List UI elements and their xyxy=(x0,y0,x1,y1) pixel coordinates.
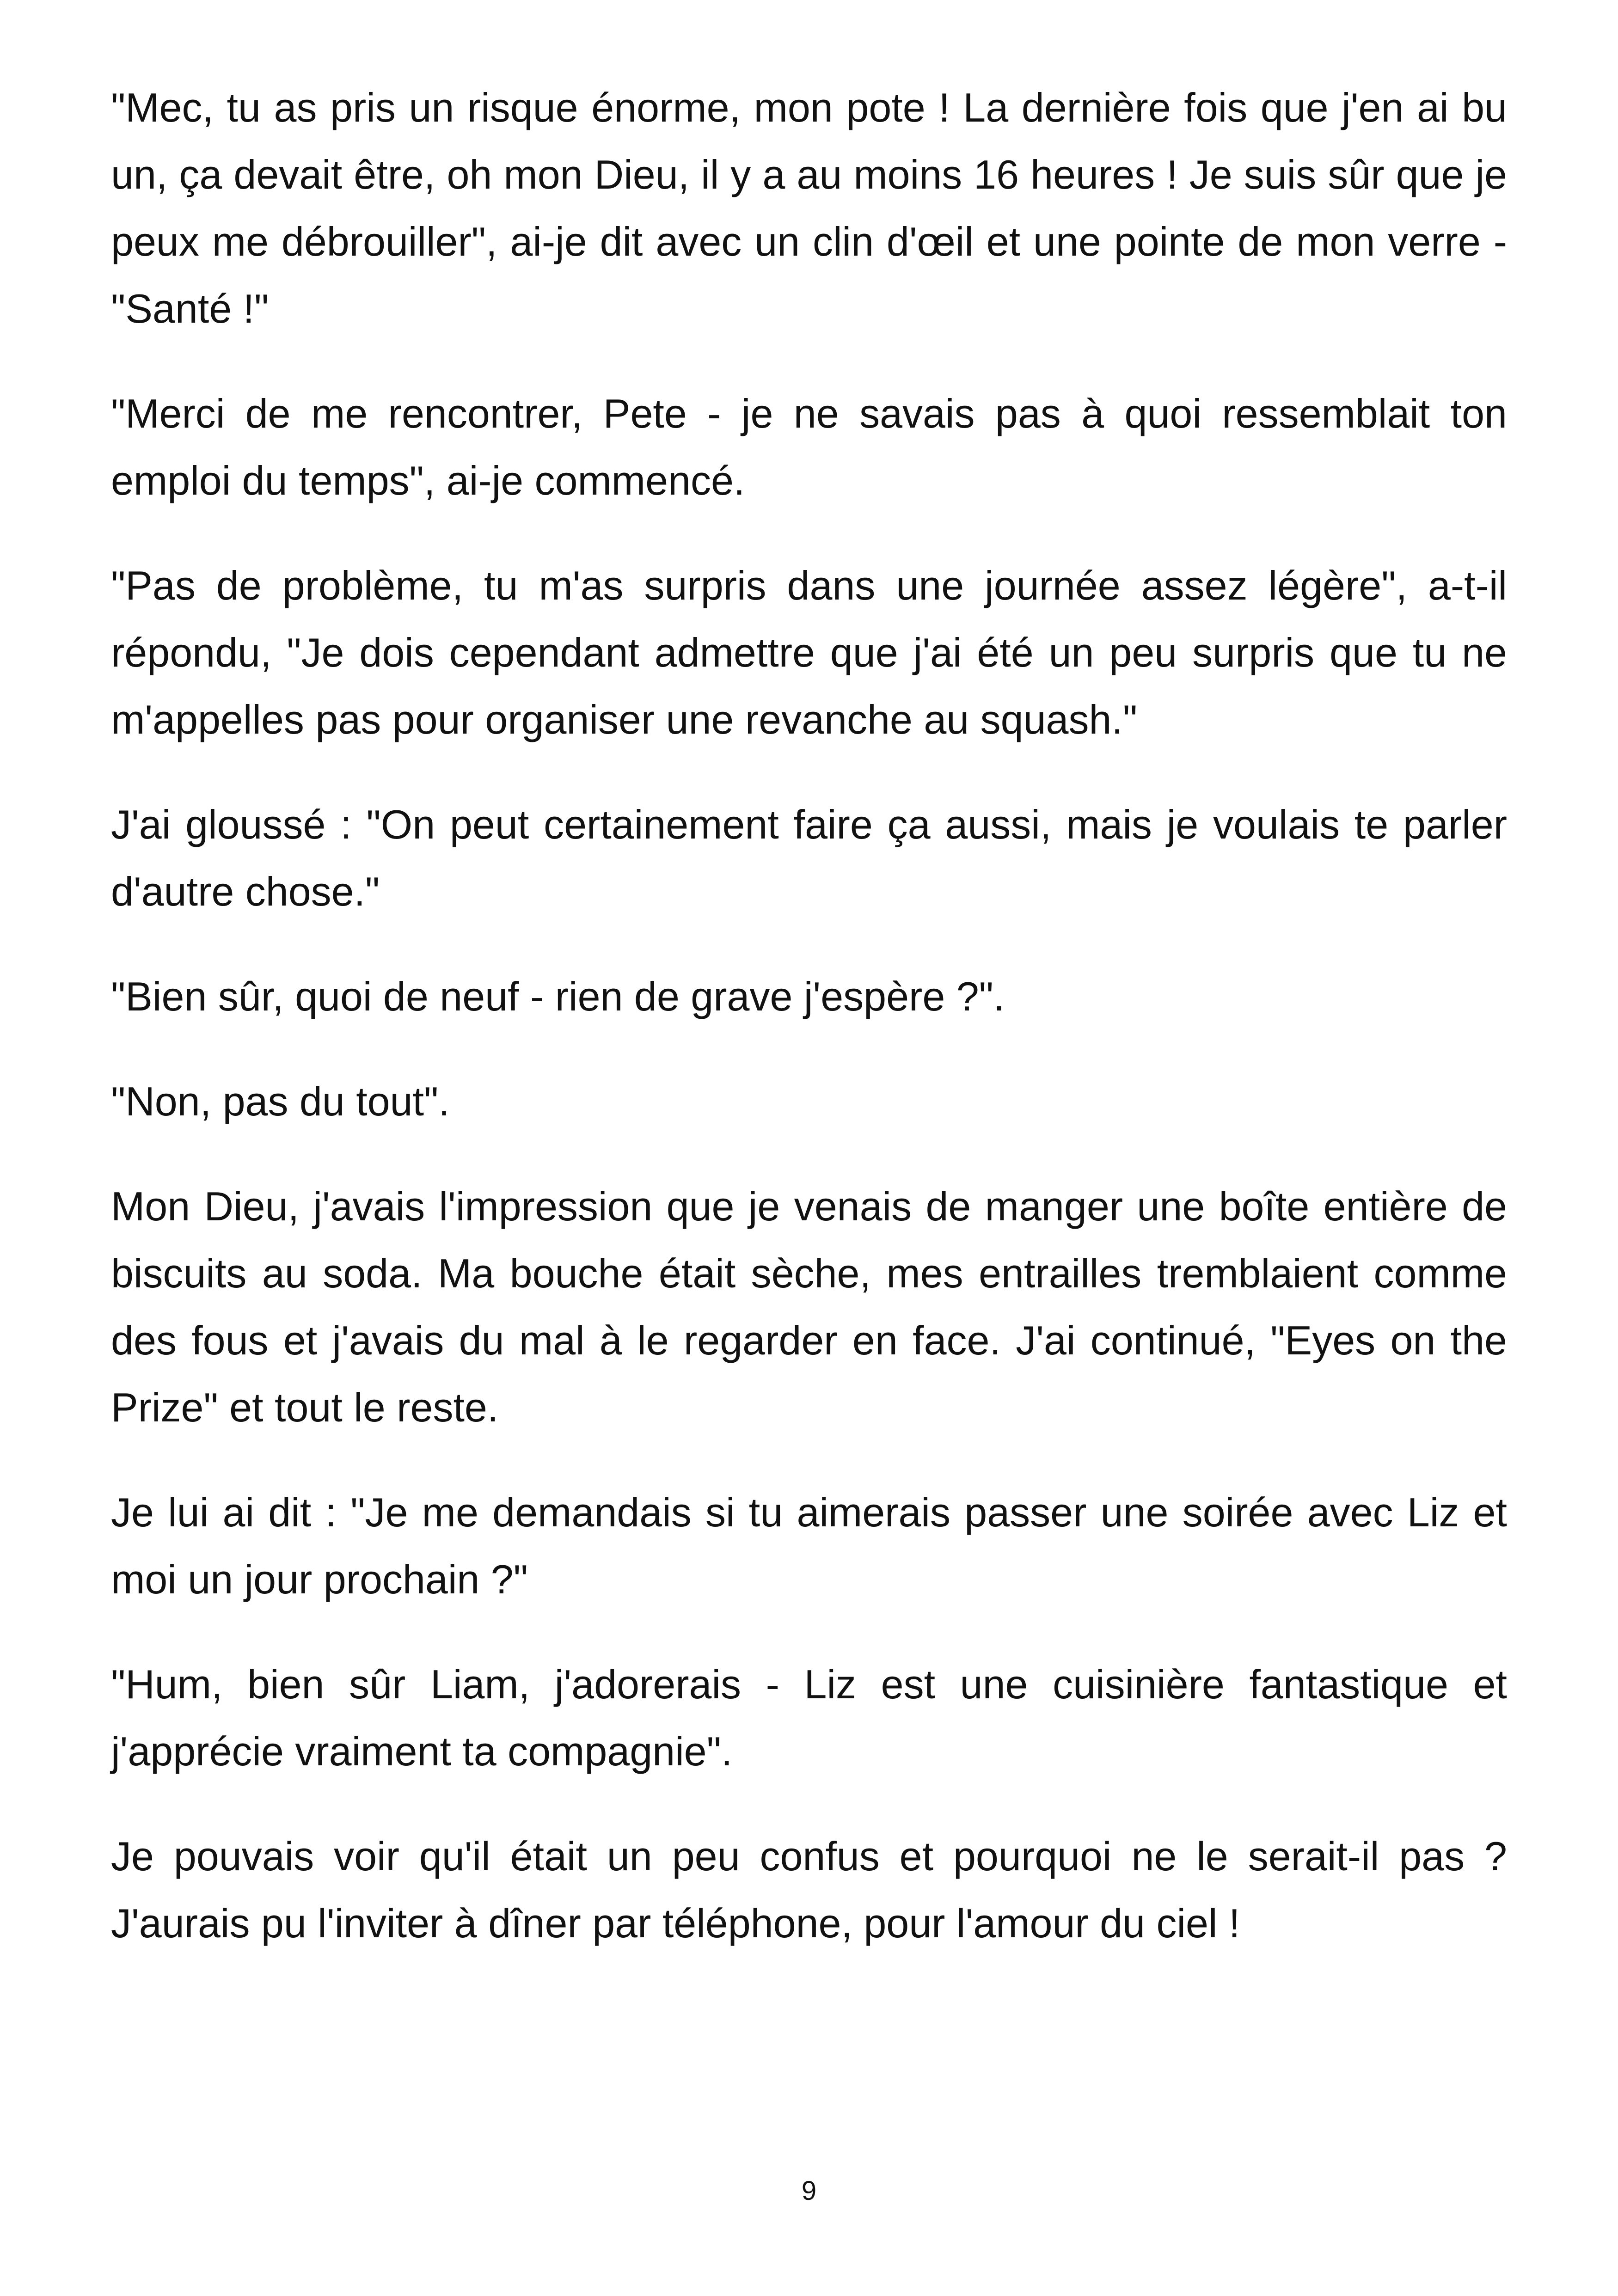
paragraph: Je pouvais voir qu'il était un peu confus et pourquoi ne le serait-il pas ? J'aurais pu l'inviter à dîner par téléphone, pour l'amour du ciel ! xyxy=(111,1833,1507,1946)
paragraph: J'ai gloussé : "On peut certainement faire ça aussi, mais je voulais te parler d'autre chose." xyxy=(111,802,1507,914)
body-text xyxy=(111,74,1507,1995)
paragraph: "Pas de problème, tu m'as surpris dans une journée assez légère", a-t-il répondu, "Je dois cependant admettre que j'ai été un peu surpris que tu ne m'appelles pas pour organiser une revanche au squash." xyxy=(111,563,1507,742)
paragraph: "Merci de me rencontrer, Pete - je ne savais pas à quoi ressemblait ton emploi du temps", ai-je commencé. xyxy=(111,391,1507,503)
paragraph: "Bien sûr, quoi de neuf - rien de grave j'espère ?". xyxy=(111,974,1005,1019)
page-number: 9 xyxy=(801,2176,817,2206)
paragraph: Je lui ai dit : "Je me demandais si tu aimerais passer une soirée avec Liz et moi un jour prochain ?" xyxy=(111,1489,1507,1602)
paragraph: Mon Dieu, j'avais l'impression que je venais de manger une boîte entière de biscuits au soda. Ma bouche était sèche, mes entrailles tremblaient comme des fous et j'avais du mal à le regarder en face. J'ai continué, "Eyes on the Prize" et tout le reste. xyxy=(111,1183,1507,1430)
paragraph: "Mec, tu as pris un risque énorme, mon pote ! La dernière fois que j'en ai bu un, ça devait être, oh mon Dieu, il y a au moins 16 heures ! Je suis sûr que je peux me débrouiller", ai-je dit avec un clin d'œil et une pointe de mon verre - "Santé !" xyxy=(111,85,1507,331)
paragraph: "Non, pas du tout". xyxy=(111,1078,450,1124)
paragraph: "Hum, bien sûr Liam, j'adorerais - Liz est une cuisinière fantastique et j'apprécie vraiment ta compagnie". xyxy=(111,1661,1507,1774)
